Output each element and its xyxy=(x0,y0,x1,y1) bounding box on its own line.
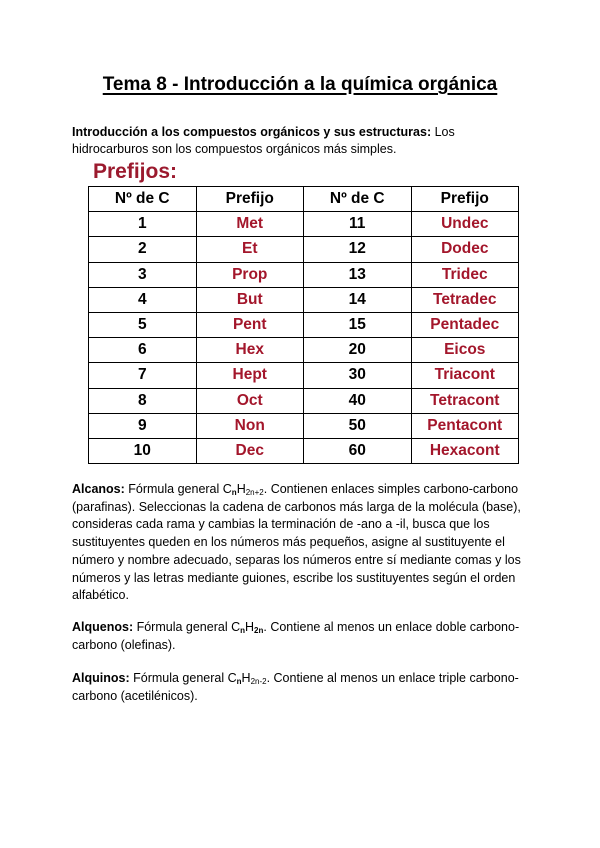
prefix-cell: Met xyxy=(196,212,304,237)
prefix-cell: Oct xyxy=(196,388,304,413)
table-row xyxy=(89,312,519,337)
table-row xyxy=(89,413,519,438)
page-title-text: Tema 8 - Introducción a la química orgánica xyxy=(102,74,498,95)
prefix-cell: Tetracont xyxy=(411,388,519,413)
carbon-count-cell: 6 xyxy=(89,338,197,363)
page-title xyxy=(0,74,600,96)
carbon-count-cell: 1 xyxy=(89,212,197,237)
alcanos-sub-h: 2n+2 xyxy=(245,488,264,497)
alquenos-sub-h: 2n xyxy=(254,626,264,635)
prefijos-table xyxy=(88,186,519,464)
carbon-count-cell: 14 xyxy=(304,287,412,312)
prefix-cell: Pentadec xyxy=(411,312,519,337)
alquenos-h: H xyxy=(245,620,255,634)
intro-heading: Introducción a los compuestos orgánicos y sus estructuras: xyxy=(72,125,432,139)
alcanos-label: Alcanos: xyxy=(72,482,125,496)
table-row xyxy=(89,212,519,237)
prefix-cell: But xyxy=(196,287,304,312)
prefix-cell: Dec xyxy=(196,438,304,463)
intro-text: Los hidrocarburos son los compuestos orgánicos más simples. xyxy=(72,125,455,156)
carbon-count-cell: 9 xyxy=(89,413,197,438)
alquinos-sub-h: 2n-2 xyxy=(250,677,267,686)
alcanos-paragraph xyxy=(72,481,532,605)
prefix-cell: Undec xyxy=(411,212,519,237)
prefix-cell: Pent xyxy=(196,312,304,337)
alcanos-h: H xyxy=(236,482,246,496)
carbon-count-cell: 3 xyxy=(89,262,197,287)
prefix-cell: Tridec xyxy=(411,262,519,287)
prefix-cell: Hex xyxy=(196,338,304,363)
carbon-count-cell: 2 xyxy=(89,237,197,262)
column-header: Nº de C xyxy=(304,187,412,212)
carbon-count-cell: 8 xyxy=(89,388,197,413)
prefix-cell: Non xyxy=(196,413,304,438)
table-row xyxy=(89,237,519,262)
table-row xyxy=(89,287,519,312)
alquenos-text: . Contiene al menos un enlace doble carbono-carbono (olefinas). xyxy=(72,620,520,652)
prefix-cell: Hept xyxy=(196,363,304,388)
carbon-count-cell: 20 xyxy=(304,338,412,363)
alquinos-sub-c: n xyxy=(236,677,242,686)
prefix-cell: Tetradec xyxy=(411,287,519,312)
carbon-count-cell: 15 xyxy=(304,312,412,337)
carbon-count-cell: 4 xyxy=(89,287,197,312)
alquenos-sub-c: n xyxy=(240,626,245,635)
column-header: Nº de C xyxy=(89,187,197,212)
alquenos-paragraph xyxy=(72,619,532,654)
carbon-count-cell: 11 xyxy=(304,212,412,237)
column-header: Prefijo xyxy=(196,187,304,212)
alquinos-label: Alquinos: xyxy=(72,671,130,685)
column-header: Prefijo xyxy=(411,187,519,212)
carbon-count-cell: 7 xyxy=(89,363,197,388)
table-row xyxy=(89,388,519,413)
alquinos-text: . Contiene al menos un enlace triple carbono-carbono (acetilénicos). xyxy=(72,671,519,703)
prefix-cell: Eicos xyxy=(411,338,519,363)
alquinos-h: H xyxy=(241,671,251,685)
alcanos-formula-prefix: Fórmula general C xyxy=(124,482,232,496)
carbon-count-cell: 40 xyxy=(304,388,412,413)
carbon-count-cell: 10 xyxy=(89,438,197,463)
alquinos-paragraph xyxy=(72,670,532,705)
alcanos-text: . Contienen enlaces simples carbono-carbono (parafinas). Seleccionas la cadena de carbonos más larga de la molécula (base), consideras cada rama y cambias la terminación de -ano a -il, busca que los sustituyentes queden en los números más pequeños, asigne al sustituyente el número y nombre adecuado, separas los números entre sí mediante comas y los números y las letras mediante guiones, escribe los sustituyentes según el orden alfabético. xyxy=(72,482,521,603)
alquenos-label: Alquenos: xyxy=(72,620,134,634)
alcanos-sub-c: n xyxy=(231,488,237,497)
carbon-count-cell: 50 xyxy=(304,413,412,438)
intro-paragraph xyxy=(72,124,532,158)
prefix-cell: Pentacont xyxy=(411,413,519,438)
table-row xyxy=(89,363,519,388)
carbon-count-cell: 30 xyxy=(304,363,412,388)
prefix-cell: Triacont xyxy=(411,363,519,388)
carbon-count-cell: 5 xyxy=(89,312,197,337)
prefijos-heading: Prefijos: xyxy=(93,160,178,183)
table-header-row xyxy=(89,187,519,212)
prefix-cell: Dodec xyxy=(411,237,519,262)
table-row xyxy=(89,438,519,463)
carbon-count-cell: 12 xyxy=(304,237,412,262)
carbon-count-cell: 60 xyxy=(304,438,412,463)
carbon-count-cell: 13 xyxy=(304,262,412,287)
table-row xyxy=(89,262,519,287)
prefix-cell: Et xyxy=(196,237,304,262)
alquinos-formula-prefix: Fórmula general C xyxy=(129,671,237,685)
alquenos-formula-prefix: Fórmula general C xyxy=(133,620,241,634)
prefix-cell: Prop xyxy=(196,262,304,287)
table-row xyxy=(89,338,519,363)
prefix-cell: Hexacont xyxy=(411,438,519,463)
